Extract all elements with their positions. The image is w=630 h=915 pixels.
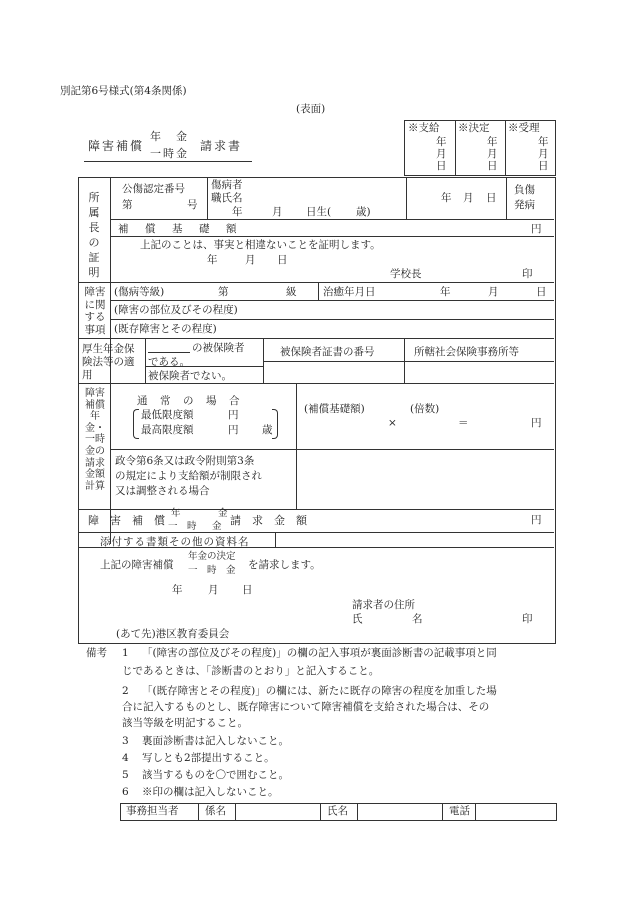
title-underline <box>84 161 252 162</box>
calc-multiplier-label: (倍数) <box>410 403 440 415</box>
cert-side-label: 所属長の証明 <box>88 191 100 279</box>
cert-no-label: 公傷認定番号 <box>122 183 185 195</box>
note-6: ※印の欄は記入しないこと。 <box>142 786 279 798</box>
injury-type: 負傷 <box>514 184 535 196</box>
principal-label: 学校長 <box>390 268 422 280</box>
payment-label: ※支給 <box>408 122 440 134</box>
max-limit-label: 最高限度額 <box>141 424 194 436</box>
note-2: 「(既存障害とその程度)」の欄には、新たに既存の障害の程度を加重した場 <box>142 685 497 697</box>
min-limit-label: 最低限度額 <box>141 409 194 421</box>
calc-base-label: (補償基礎額) <box>304 403 365 415</box>
applicant-seal: 印 <box>522 613 533 625</box>
staff-name-label: 氏名 <box>327 805 348 817</box>
applicant-address-label: 請求者の住所 <box>352 599 415 611</box>
grade-label: (傷病等級) <box>114 286 165 298</box>
form-id: 別記第6号様式(第4条関係) <box>60 85 187 97</box>
principal-seal: 印 <box>522 268 533 280</box>
note-3: 裏面診断書は記入しないこと。 <box>142 735 289 747</box>
staff-dept-label: 係名 <box>205 805 226 817</box>
form-side: (表面) <box>296 103 326 115</box>
cured-date-label: 治癒年月日 <box>323 286 376 298</box>
claim-amount-label: 障 害 補 償 <box>88 514 165 527</box>
pension-side-label: 厚生年金保険法等の適用 <box>82 343 135 381</box>
note-4: 写しとも2部提出すること。 <box>142 752 275 764</box>
existing-label: (既存障害とその程度) <box>114 323 217 335</box>
notes-label: 備考 <box>86 647 107 659</box>
base-amount-label: 補 償 基 礎 額 <box>118 223 240 235</box>
insurance-cert-no-label: 被保険者証書の番号 <box>280 346 375 358</box>
decision-label: ※決定 <box>458 122 490 134</box>
attached-docs-label: 添付する書類その他の資料名 <box>100 536 250 548</box>
addressee: (あて先)港区教育委員会 <box>116 628 230 640</box>
request-text: 上記の障害補償 <box>100 559 174 571</box>
applicant-name-label: 氏 <box>352 613 363 625</box>
note-1: 「(障害の部位及びその程度)」の欄の記入事項が裏面診断書の記載事項と同 <box>142 647 497 659</box>
note-5: 該当するものを〇で囲むこと。 <box>142 769 289 781</box>
cert-statement: 上記のことは、事実と相違ないことを証明します。 <box>140 239 381 251</box>
disability-side-label: 障害に関する事項 <box>84 286 106 336</box>
calc-side-label: 障害補償年金・一時金の請求金額計算 <box>85 388 105 492</box>
staff-phone-label: 電話 <box>449 805 470 817</box>
not-insured-option[interactable]: 被保険者でない。 <box>148 370 232 382</box>
receipt-label: ※受理 <box>508 122 540 134</box>
insurance-office-label: 所轄社会保険事務所等 <box>414 346 519 358</box>
staff-label: 事務担当者 <box>126 805 179 817</box>
name-label: 傷病者 <box>211 179 243 191</box>
normal-case-label: 通 常 の 場 合 <box>137 395 241 407</box>
part-label: (障害の部位及びその程度) <box>114 304 238 316</box>
limited-case-line1: 政令第6条又は政令附則第3条 <box>115 455 255 467</box>
